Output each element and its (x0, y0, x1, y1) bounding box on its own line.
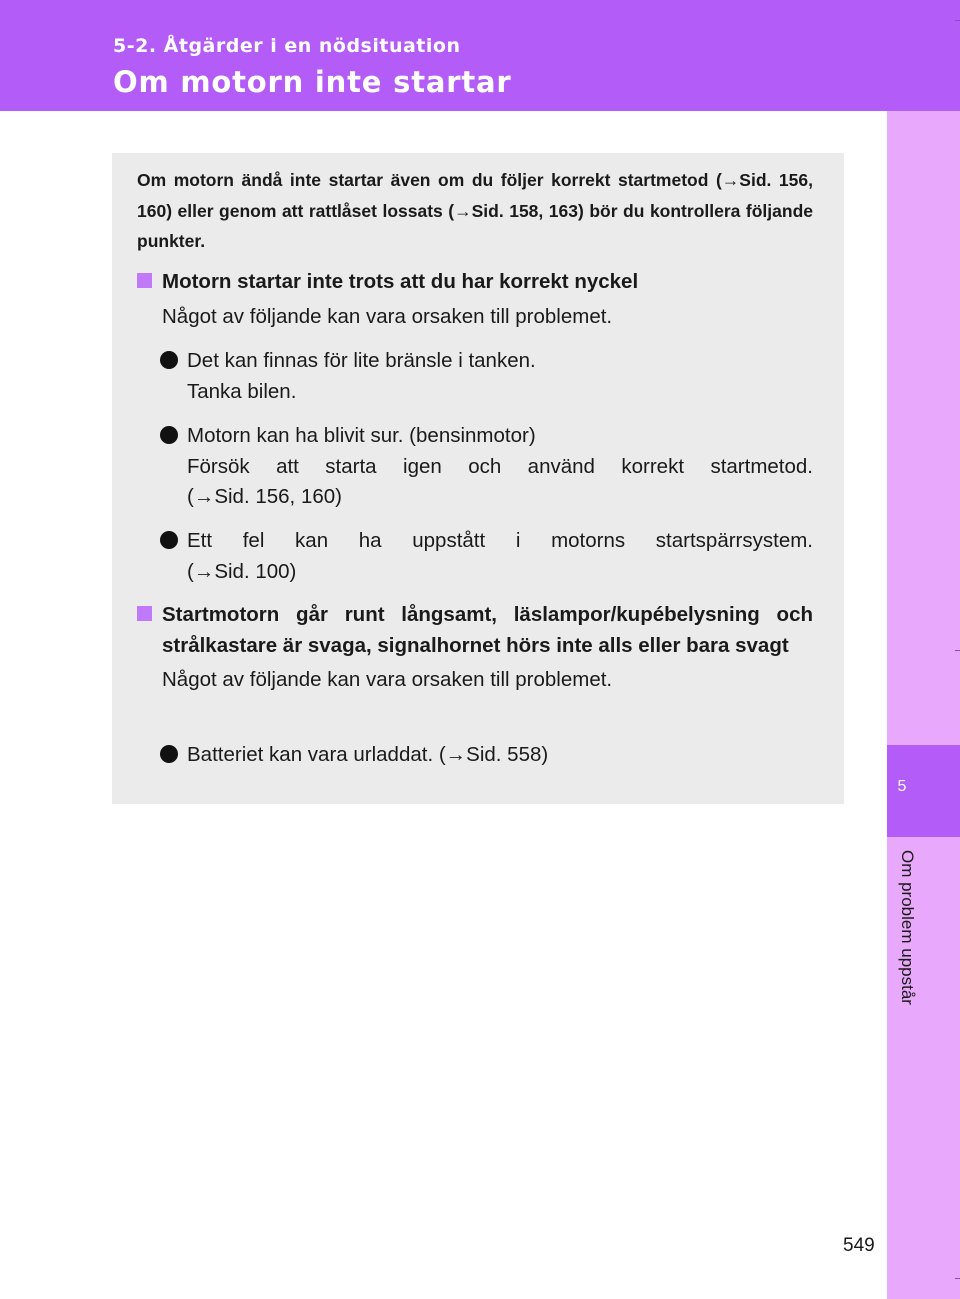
section-weak-battery (137, 600, 813, 696)
square-bullet-icon (137, 273, 152, 288)
square-bullet-icon (137, 606, 152, 621)
chapter-name: Om problem uppstår (898, 850, 917, 1005)
page-title: Om motorn inte startar (113, 65, 512, 99)
section-heading: Motorn startar inte trots att du har korrekt nyckel (162, 270, 639, 293)
section-description: Något av följande kan vara orsaken till problemet. (162, 668, 613, 691)
chapter-number: 5 (897, 778, 907, 795)
chapter-sidebar (887, 111, 960, 1299)
list-item (160, 740, 813, 771)
intro-text: Om motorn ändå inte startar även om du följer korrekt startmetod (→Sid. 156, 160) eller genom att rattlåset lossats (→Sid. 158, 163) bör du kontrollera följande punkter. (137, 170, 813, 251)
item-line: Försök att starta igen och använd korrekt startmetod. (187, 454, 813, 478)
crop-mark (955, 1278, 960, 1279)
item-line: Motorn kan ha blivit sur. (bensinmotor) (187, 424, 536, 447)
item-line: Ett fel kan ha uppstått i motorns startspärrsystem. (187, 529, 813, 552)
section-description: Något av följande kan vara orsaken till problemet. (162, 304, 613, 328)
bullet-icon (160, 351, 178, 369)
list-item (160, 346, 813, 407)
item-line: Det kan finnas för lite bränsle i tanken. (187, 349, 536, 372)
list-item (160, 421, 813, 513)
item-line: Batteriet kan vara urladdat. (→Sid. 558) (187, 743, 549, 766)
item-line: (→Sid. 100) (187, 559, 297, 583)
section-no-start (137, 267, 813, 332)
crop-mark (955, 650, 960, 651)
item-line: Tanka bilen. (187, 379, 297, 403)
page-number: 549 (843, 1235, 875, 1256)
bullet-icon (160, 426, 178, 444)
bullet-icon (160, 745, 178, 763)
crop-mark (955, 20, 960, 21)
bullet-icon (160, 531, 178, 549)
page-header (0, 0, 960, 111)
section-label: 5-2. Åtgärder i en nödsituation (113, 35, 461, 57)
item-line: (→Sid. 156, 160) (187, 485, 342, 508)
section-heading: Startmotorn går runt långsamt, läslampor/kupébelysning och strålkastare är svaga, signalhornet hörs inte alls eller bara svagt (162, 603, 813, 657)
list-item (160, 526, 813, 587)
